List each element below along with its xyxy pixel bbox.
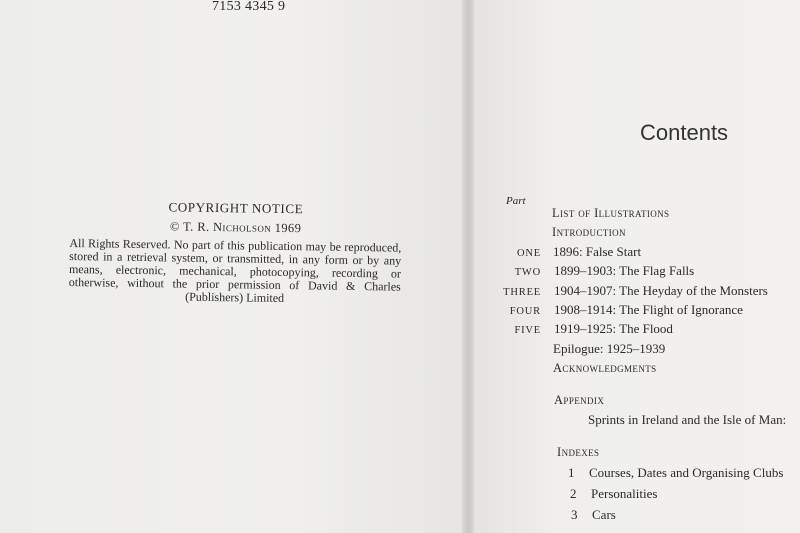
appendix-item: Sprints in Ireland and the Isle of Man: — [588, 412, 787, 427]
index-item: Cars — [592, 507, 616, 522]
indexes-heading: Indexes — [557, 445, 600, 459]
toc-entry-chapter: 1919–1925: The Flood — [554, 321, 673, 336]
toc-part-number: THREE — [503, 287, 541, 298]
index-number: 2 — [570, 486, 577, 501]
contents-title: Contents — [640, 120, 729, 145]
appendix-heading: Appendix — [554, 393, 605, 407]
copyright-body: All Rights Reserved. No part of this publication may be reproduced, stored in a retrieval system, or transmitted, in any form or by any means, electronic, mechanical, photocopying, recording or otherwise, without the prior permission of David & Charles (Publishers) Limited — [68, 235, 402, 305]
index-item: Personalities — [591, 486, 658, 501]
index-item: Courses, Dates and Organising Clubs — [589, 465, 784, 480]
toc-entry-chapter: 1904–1907: The Heyday of the Monsters — [554, 283, 768, 298]
part-label: Part — [506, 195, 526, 207]
toc-part-number: FOUR — [509, 306, 541, 317]
index-number: 3 — [571, 507, 578, 522]
toc-entry-illustrations: List of Illustrations — [552, 206, 670, 220]
toc-entry-chapter: 1908–1914: The Flight of Ignorance — [554, 302, 743, 317]
index-number: 1 — [568, 465, 575, 480]
copyright-holder: © T. R. Nicholson 1969 — [169, 219, 302, 236]
copyright-notice — [69, 198, 402, 307]
toc-part-number: TWO — [514, 267, 541, 278]
toc-entry-introduction: Introduction — [552, 225, 626, 239]
toc-part-number: ONE — [517, 248, 541, 259]
toc-entry-acknowledgments: Acknowledgments — [553, 361, 657, 375]
toc-entry-chapter: 1899–1903: The Flag Falls — [554, 263, 695, 278]
isbn-number: 7153 4345 9 — [212, 0, 286, 14]
copyright-title: COPYRIGHT NOTICE — [168, 199, 304, 217]
toc-part-number: FIVE — [514, 325, 541, 336]
toc-entry-chapter: 1896: False Start — [553, 244, 642, 259]
toc-entry-epilogue: Epilogue: 1925–1939 — [553, 341, 666, 356]
